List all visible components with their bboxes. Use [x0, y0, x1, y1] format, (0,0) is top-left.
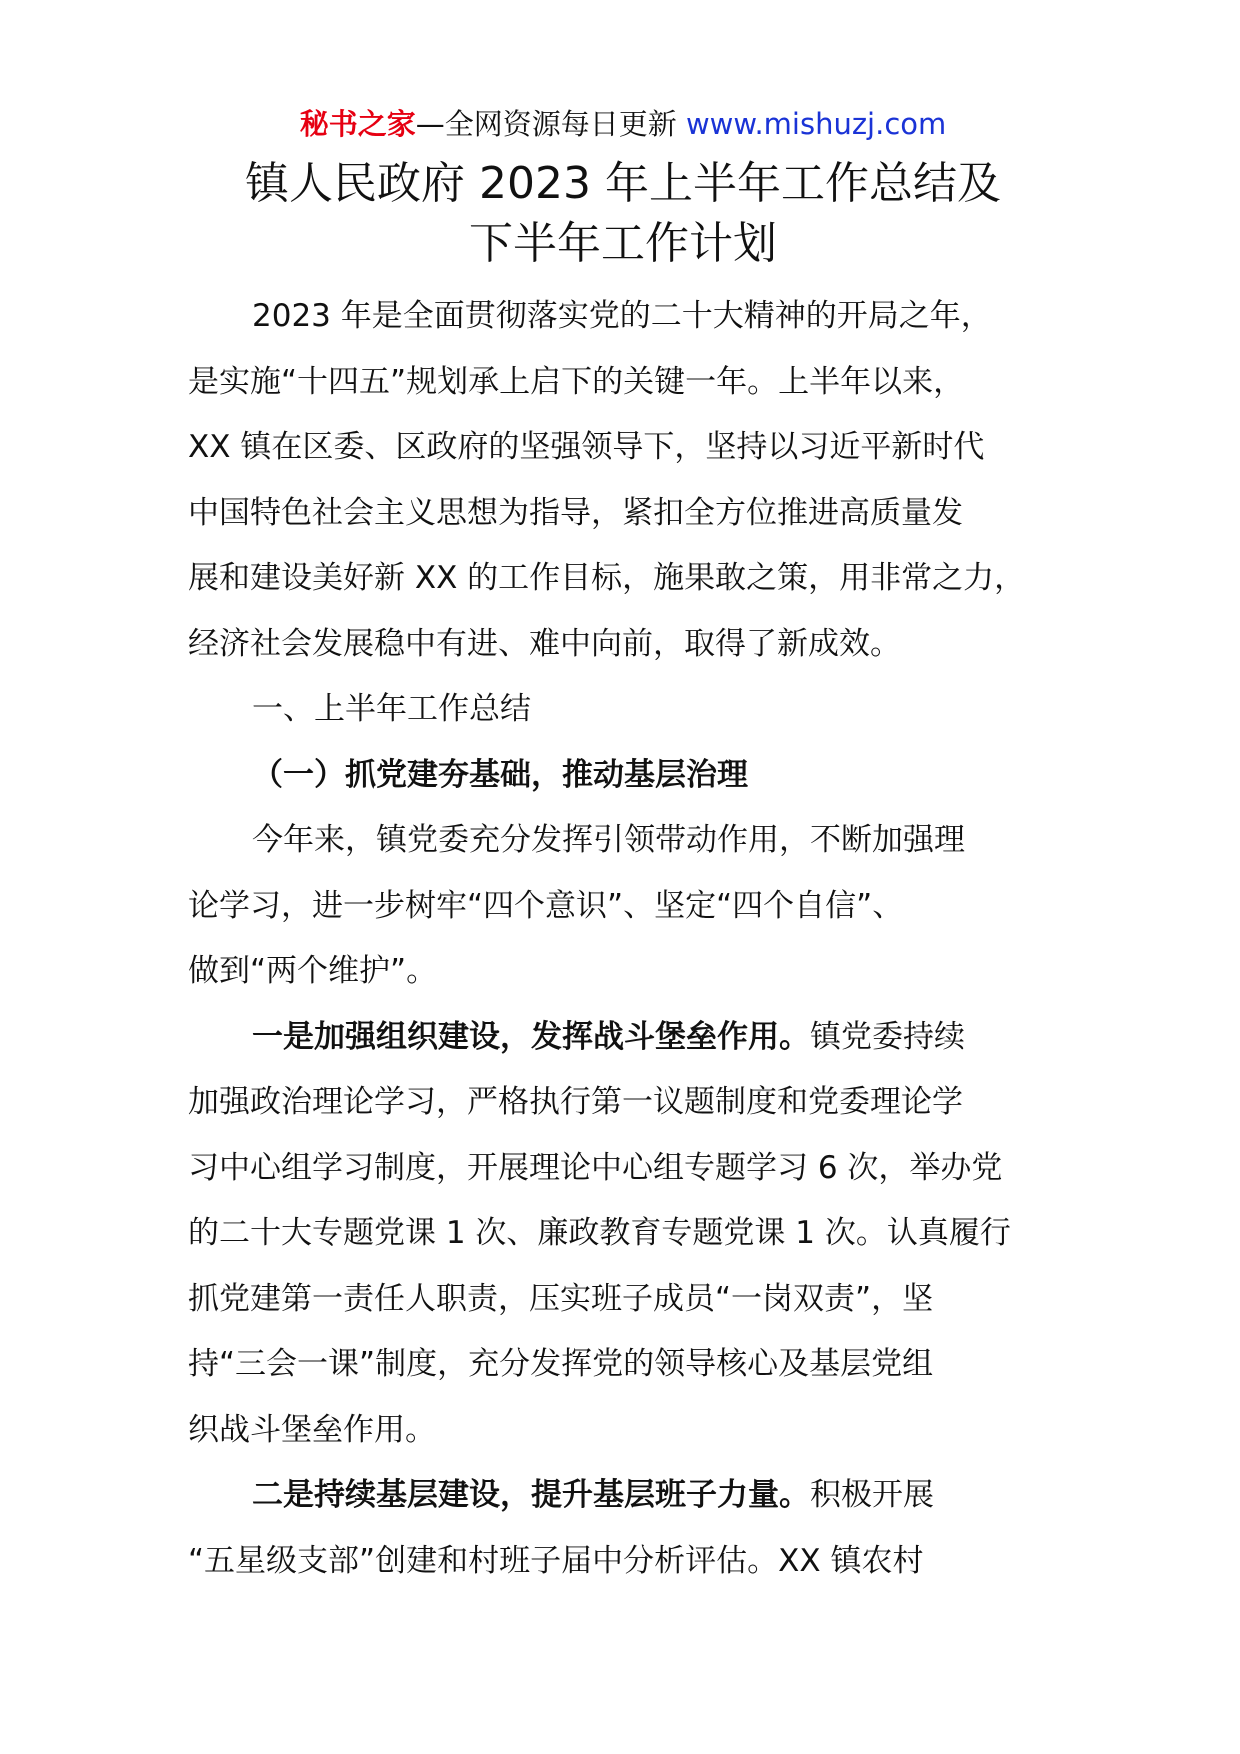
banner-url-link[interactable]: www.mishuzj.com	[685, 107, 947, 141]
item-1-first-tail: 镇党委持续	[810, 1018, 965, 1055]
item-1-line: 持“三会一课”制度，充分发挥党的领导核心及基层党组	[188, 1346, 934, 1382]
item-2-line: “五星级支部”创建和村班子届中分析评估。XX 镇农村	[188, 1542, 924, 1579]
item-2-first-tail: 积极开展	[810, 1477, 934, 1513]
subsection-1-paragraph	[188, 808, 1058, 1005]
intro-line: 经济社会发展稳中有进、难中向前，取得了新成效。	[188, 625, 901, 662]
item-2-lead: 二是持续基层建设，提升基层班子力量。	[252, 1477, 810, 1513]
document-title	[188, 154, 1058, 274]
subsection-1-line: 论学习，进一步树牢“四个意识”、坚定“四个自信”、	[188, 887, 904, 924]
item-1-paragraph	[188, 1005, 1058, 1464]
document-body	[188, 284, 1058, 1594]
item-2-first-line	[188, 1463, 1058, 1529]
intro-line: 是实施“十四五”规划承上启下的关键一年。上半年以来，	[188, 363, 965, 400]
item-1-line: 抓党建第一责任人职责，压实班子成员“一岗双责”，坚	[188, 1280, 934, 1317]
section-heading-1: 一、上半年工作总结	[252, 691, 531, 727]
intro-paragraph	[188, 284, 1058, 677]
site-banner	[188, 100, 1058, 148]
item-1-line: 习中心组学习制度，开展理论中心组专题学习 6 次，举办党	[188, 1149, 1003, 1186]
item-1-line: 织战斗堡垒作用。	[188, 1411, 436, 1448]
document-page	[188, 100, 1058, 1594]
intro-line: XX 镇在区委、区政府的坚强领导下，坚持以习近平新时代	[188, 429, 985, 465]
banner-slogan: —全网资源每日更新	[415, 107, 686, 141]
subsection-heading-1: （一）抓党建夯基础，推动基层治理	[252, 756, 748, 793]
item-1-line: 的二十大专题党课 1 次、廉政教育专题党课 1 次。认真履行	[188, 1215, 1011, 1251]
subsection-1-line: 做到“两个维护”。	[188, 953, 438, 989]
item-1-line: 加强政治理论学习，严格执行第一议题制度和党委理论学	[188, 1084, 963, 1120]
item-1-lead: 一是加强组织建设，发挥战斗堡垒作用。	[252, 1018, 810, 1055]
intro-line: 2023 年是全面贯彻落实党的二十大精神的开局之年，	[252, 298, 992, 334]
subsection-1-line: 今年来，镇党委充分发挥引领带动作用，不断加强理	[252, 822, 965, 858]
item-2-paragraph	[188, 1463, 1058, 1594]
banner-brand: 秘书之家	[299, 107, 416, 141]
intro-line: 展和建设美好新 XX 的工作目标，施果敢之策，用非常之力，	[188, 560, 1026, 596]
title-line-2: 下半年工作计划	[469, 218, 777, 269]
title-line-1: 镇人民政府 2023 年上半年工作总结及	[245, 158, 1001, 209]
item-1-first-line	[188, 1005, 1058, 1071]
intro-line: 中国特色社会主义思想为指导，紧扣全方位推进高质量发	[188, 494, 963, 531]
